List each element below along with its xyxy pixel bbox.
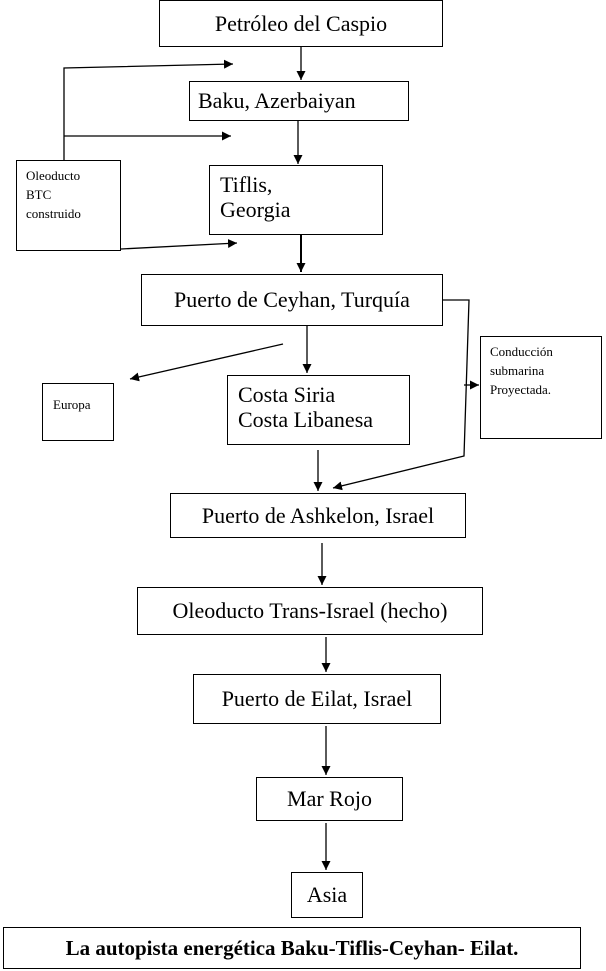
node-mar-rojo [256, 777, 403, 821]
node-label: Petróleo del Caspio [214, 10, 388, 36]
node-label-line: Tiflis, [220, 172, 273, 197]
node-label-line: construido [26, 205, 81, 221]
node-label: Puerto de Ashkelon, Israel [201, 502, 435, 528]
node-puerto-ashkelon [170, 493, 466, 538]
node-label: Asia [306, 882, 348, 908]
node-costa-siria-libanesa [227, 375, 410, 445]
node-oleoducto-btc [16, 160, 121, 251]
title-text: La autopista energética Baku-Tiflis-Ceyhan- Eilat. [65, 935, 519, 960]
node-puerto-eilat [193, 674, 441, 724]
node-label-line: submarina [490, 362, 545, 378]
node-label: Puerto de Eilat, Israel [221, 686, 413, 712]
node-asia [291, 872, 363, 918]
node-label: Europa [53, 397, 91, 412]
node-petroleo-caspio [159, 0, 443, 47]
node-label-line: Proyectada. [490, 381, 552, 397]
node-label: Puerto de Ceyhan, Turquía [174, 287, 410, 313]
node-tiflis [209, 165, 383, 235]
diagram-title [3, 927, 581, 969]
node-oleoducto-trans-israel [137, 587, 483, 635]
arrow-oleoducto-bottom [121, 243, 237, 249]
node-label: Oleoducto Trans-Israel (hecho) [172, 598, 448, 624]
node-puerto-ceyhan [141, 274, 443, 326]
node-label-line: Costa Siria [238, 382, 336, 407]
node-label-line: Georgia [220, 197, 291, 223]
node-label: Mar Rojo [287, 786, 372, 812]
arrow-ceyhan-europa [130, 344, 283, 379]
node-label-line: BTC [26, 186, 52, 202]
node-label-line: Conducción [490, 344, 553, 359]
node-label: Baku, Azerbaiyan [198, 88, 356, 114]
node-conduccion-submarina [480, 336, 602, 439]
node-europa [42, 383, 114, 441]
node-label-line: Oleoducto [26, 168, 81, 183]
node-label-line: Costa Libanesa [238, 407, 374, 433]
node-baku [189, 81, 409, 121]
